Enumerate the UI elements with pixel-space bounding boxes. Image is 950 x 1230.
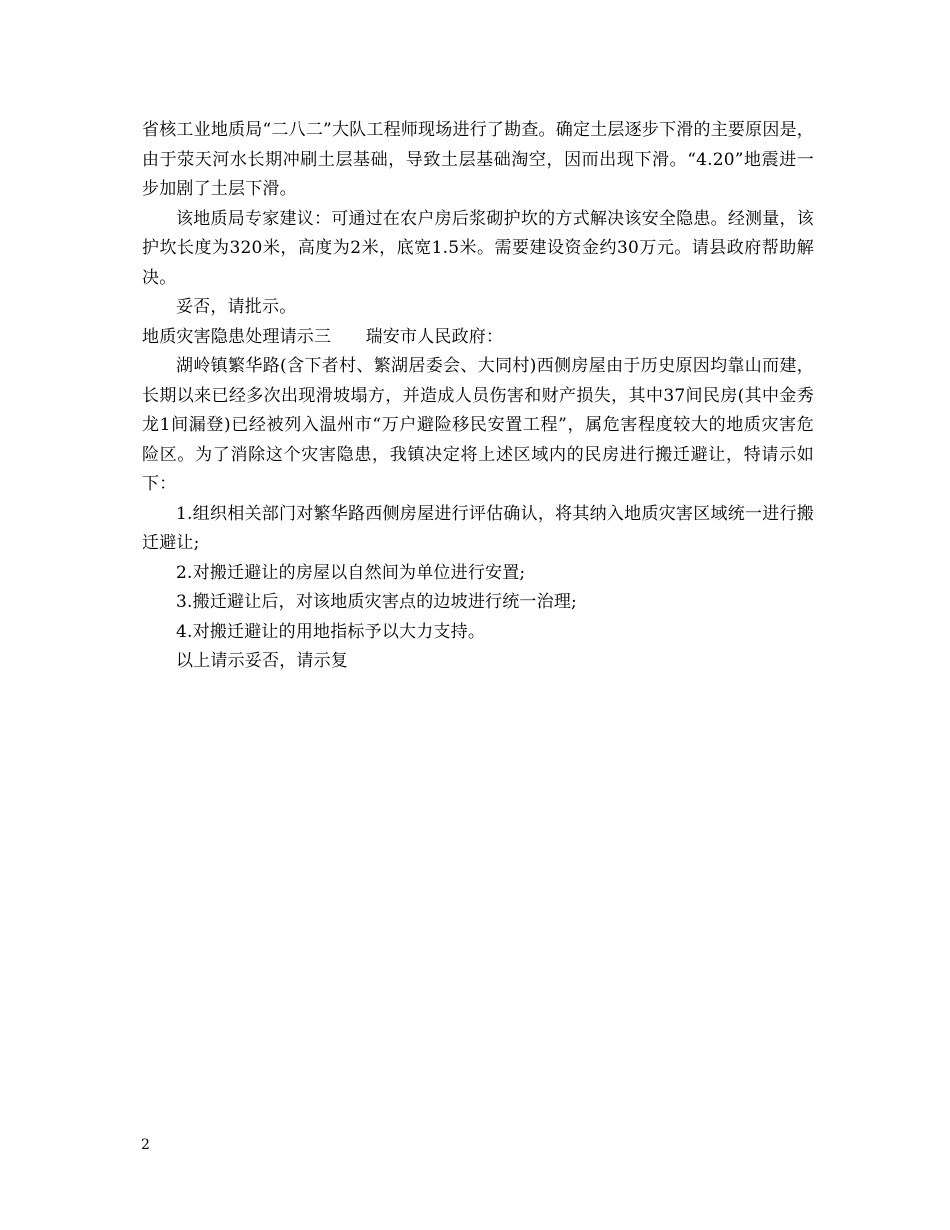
paragraph-item-1: 1.组织相关部门对繁华路西侧房屋进行评估确认，将其纳入地质灾害区域统一进行搬迁避让; (142, 503, 814, 553)
paragraph-request-approval: 妥否，请批示。 (176, 297, 297, 317)
paragraph-closing: 以上请示妥否，请示复 (176, 651, 348, 671)
paragraph-survey-findings: 省核工业地质局“二八二”大队工程师现场进行了勘查。确定土层逐步下滑的主要原因是，由于荥天河水长期冲刷土层基础，导致土层基础淘空，因而出现下滑。“4.20”地震进一步加剧了土层下滑。 (142, 120, 814, 199)
document-body (142, 116, 814, 677)
paragraph-item-2: 2.对搬迁避让的房屋以自然间为单位进行安置; (176, 562, 526, 583)
paragraph-request-heading: 地质灾害隐患处理请示三 瑞安市人民政府： (142, 326, 504, 347)
paragraph-situation: 湖岭镇繁华路(含下者村、繁湖居委会、大同村)西侧房屋由于历史原因均靠山而建，长期以来已经多次出现滑坡塌方，并造成人员伤害和财产损失，其中37间民房(其中金秀龙1间漏登)已经被列入温州市“万户避险移民安置工程”，属危害程度较大的地质灾害危险区。为了消除这个灾害隐患，我镇决定将上述区域内的民房进行搬迁避让，特请示如下： (142, 356, 814, 494)
paragraph-item-4: 4.对搬迁避让的用地指标予以大力支持。 (176, 621, 486, 642)
paragraph-item-3: 3.搬迁避让后，对该地质灾害点的边坡进行统一治理; (176, 592, 577, 612)
paragraph-expert-advice: 该地质局专家建议：可通过在农户房后浆砌护坎的方式解决该安全隐患。经测量，该护坎长度为320米，高度为2米，底宽1.5米。需要建设资金约30万元。请县政府帮助解决。 (142, 208, 814, 288)
page-number: 2 (141, 1137, 150, 1153)
